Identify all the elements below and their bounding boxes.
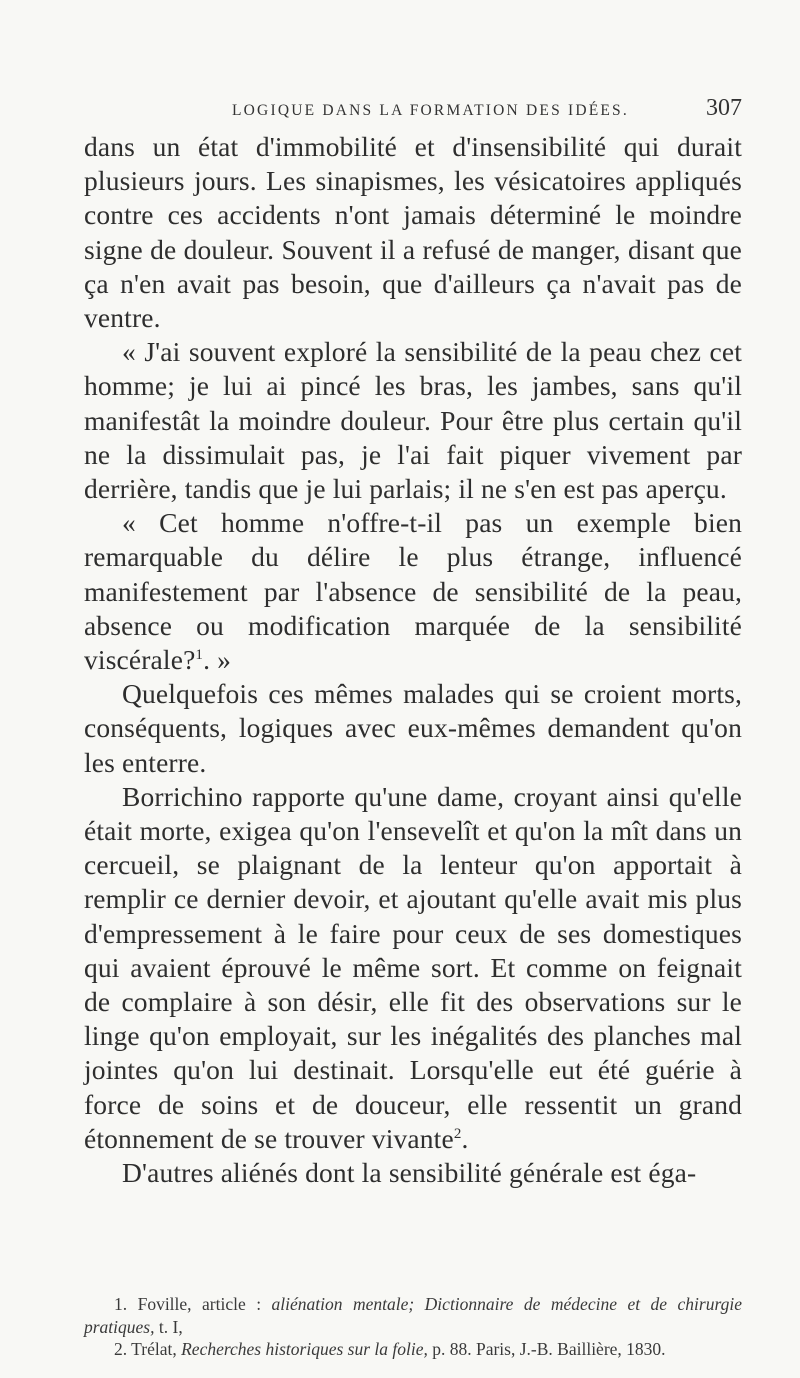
footnote-1-title: aliénation mentale; Dictionnaire de médecine et de chirurgie pratiques, <box>84 1294 743 1337</box>
paragraph-quote-example <box>84 506 742 677</box>
paragraph-text: « Cet homme n'offre-t-il pas un exemple bien remarquable du délire le plus étrange, influencé manifestement par l'absence de sensibilité de la peau, absence ou modification marquée de la sensibilité viscérale? <box>84 507 742 676</box>
paragraph-continued: dans un état d'immobilité et d'insensibilité qui durait plusieurs jours. Les sinapismes, les vésicatoires appliqués contre ces accidents n'ont jamais déterminé le moindre signe de douleur. Souvent il a refusé de manger, disant que ça n'en avait pas besoin, que d'ailleurs ça n'avait pas de ventre. <box>84 131 742 334</box>
paragraph-others: D'autres aliénés dont la sensibilité générale est éga- <box>122 1157 697 1189</box>
running-title: LOGIQUE DANS LA FORMATION DES IDÉES. <box>232 102 629 119</box>
footnote-2: 2. Trélat, Recherches historiques sur la folie, p. 88. Paris, J.-B. Baillière, 1830. <box>114 1339 666 1359</box>
footnotes <box>84 1293 742 1361</box>
paragraph-quote-skin: « J'ai souvent exploré la sensibilité de la peau chez cet homme; je lui ai pincé les bras, les jambes, sans qu'il manifestât la moindre douleur. Pour être plus certain qu'il ne la dissimulait pas, je l'ai fait piquer vivement par derrière, tandis que je lui parlais; il ne s'en est pas aperçu. <box>84 336 742 505</box>
main-text <box>84 130 742 1190</box>
paragraph-text: Borrichino rapporte qu'une dame, croyant ainsi qu'elle était morte, exigea qu'on l'ensevelît et qu'on la mît dans un cercueil, se plaignant de la lenteur qu'on apportait à remplir ce dernier devoir, et ajoutant qu'elle avait mis plus d'empressement à le faire pour ceux de ses domestiques qui avaient éprouvé le même sort. Et comme on feignait de complaire à son désir, elle fit des observations sur le linge qu'on employait, sur les inégalités des planches mal jointes qu'on lui destinait. Lorsqu'elle eut été guérie à force de soins et de douceur, elle ressentit un grand étonnement de se trouver vivante <box>84 780 742 1154</box>
sentence-end: . <box>461 1122 469 1154</box>
paragraph-burial: Quelquefois ces mêmes malades qui se croient morts, conséquents, logiques avec eux-mêmes demandent qu'on les enterre. <box>84 678 742 778</box>
page-header <box>232 95 742 119</box>
page-number: 307 <box>706 95 742 121</box>
paragraph-borrichino <box>84 780 742 1156</box>
footnote-ref-1: 1 <box>195 647 204 664</box>
footnote-ref-2: 2 <box>453 1125 462 1142</box>
footnote-2-title: Recherches historiques sur la folie, <box>181 1339 428 1359</box>
footnote-1: 1. Foville, article : aliénation mentale; Dictionnaire de médecine et de chirurgie pratiques, t. I, <box>84 1294 743 1337</box>
quote-close: . » <box>203 644 232 676</box>
